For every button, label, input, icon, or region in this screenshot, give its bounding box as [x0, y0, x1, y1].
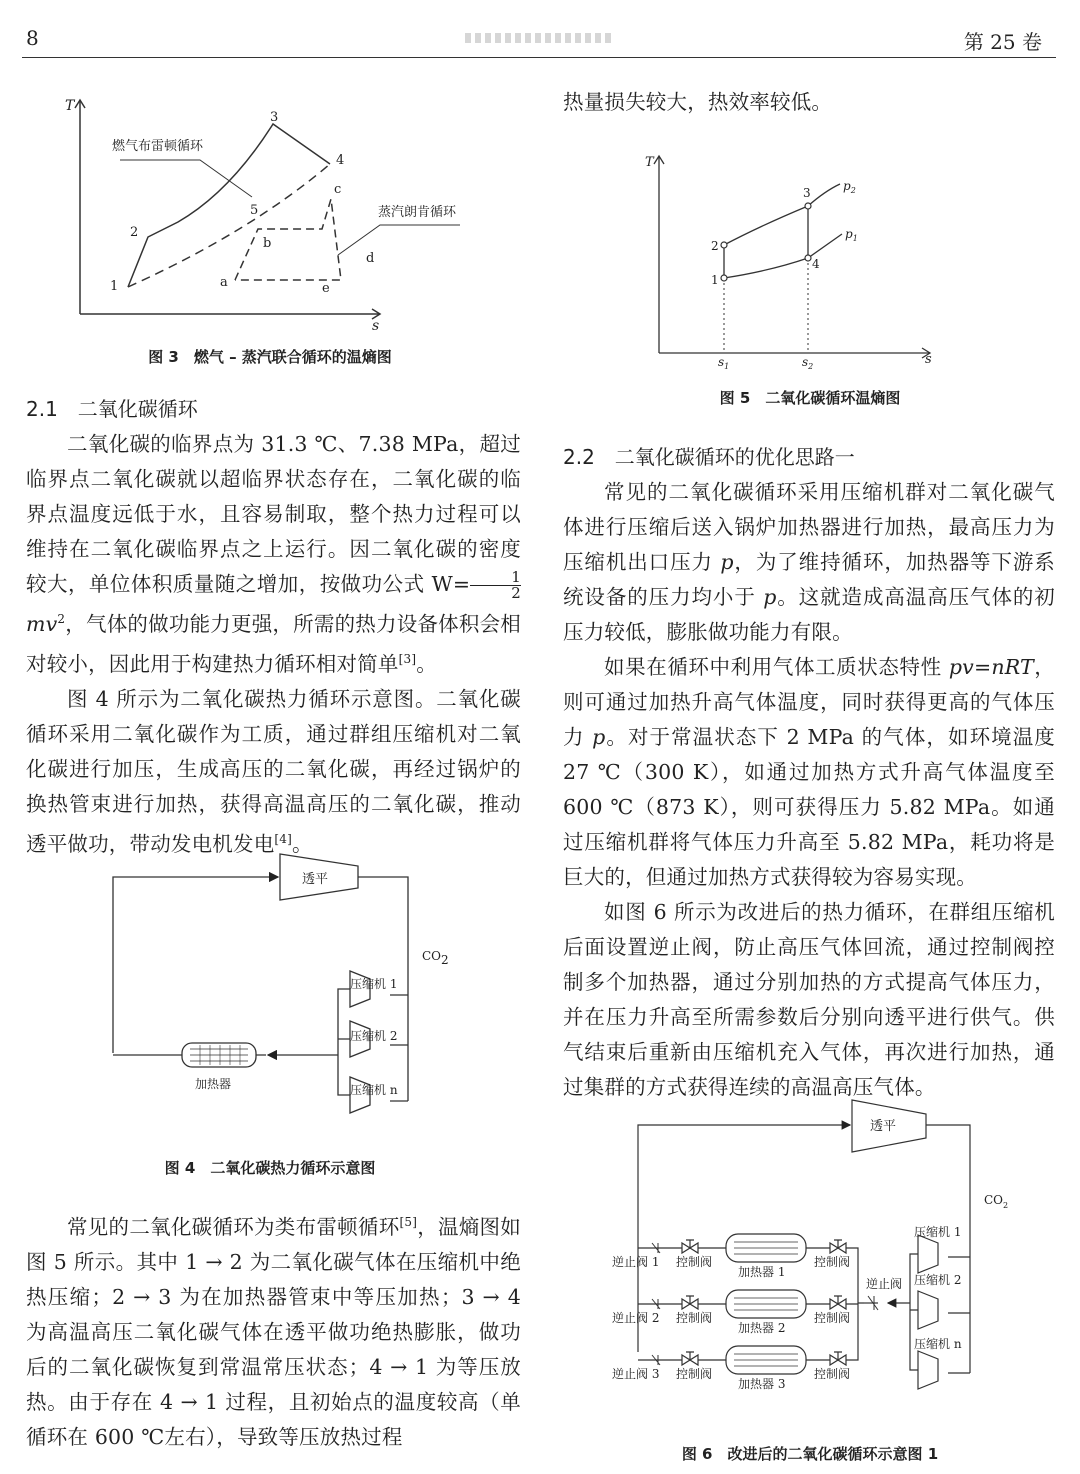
fig5-caption: 图 5 二氧化碳循环温熵图	[719, 389, 901, 407]
fig4-caption: 图 4 二氧化碳热力循环示意图	[164, 1159, 376, 1177]
fig3-dashed-curve	[128, 164, 330, 287]
fig3-t-label: T	[65, 98, 75, 114]
fig5-s-label: s	[925, 352, 932, 367]
fig5-ts-diagram	[640, 148, 940, 373]
fig6-control-valve-label-6: 控制阀	[814, 1367, 851, 1381]
volume-label: 第 25 卷	[963, 30, 1042, 54]
fig5-s1-label: $s_1$	[718, 355, 730, 371]
left-paragraph-2: 图 4 所示为二氧化碳热力循环示意图。二氧化碳循环采用二氧化碳作为工质，通过群组压缩机对二氧化碳进行加压，生成高压的二氧化碳，再经过锅炉的换热管束进行加热，获得高温高压的二氧化碳，推动透平做功，带动发电机发电[4]。	[26, 686, 521, 856]
fig6-heater-1-label: 加热器 1	[738, 1265, 786, 1279]
section-2-1-heading: 2.1 二氧化碳循环	[26, 397, 198, 421]
fig3-pt-3: 3	[270, 110, 279, 125]
fig6-control-valve-out-1	[830, 1240, 846, 1253]
fig5-pt-1: 1	[711, 273, 719, 287]
fig4-compressor-2-label: 压缩机 2	[350, 1029, 398, 1043]
fig4-turbine-label: 透平	[302, 872, 329, 887]
fig3-pt-1: 1	[110, 279, 119, 294]
fig5-p1-label: $p_1$	[845, 227, 858, 243]
fig6-control-valve-in-1	[682, 1240, 698, 1253]
fig6-compressor-1	[918, 1235, 938, 1273]
fig3-steam-label: 蒸汽朗肯循环	[378, 205, 457, 220]
fig6-control-valve-in-3	[682, 1352, 698, 1365]
fig3-pt-c: c	[334, 182, 342, 197]
fig6-control-valve-label-2: 控制阀	[676, 1311, 713, 1325]
fig4-pipe-to-turbine	[113, 877, 278, 1053]
fig4-co2-label: CO2	[422, 949, 449, 967]
fig6-control-valve-out-3	[830, 1352, 846, 1365]
fig3-caption: 图 3 燃气 – 蒸汽联合循环的温熵图	[148, 348, 392, 366]
right-column-main	[563, 441, 1055, 1105]
fig5-pt-4: 4	[812, 257, 820, 271]
fig6-compressor-n	[918, 1351, 938, 1389]
fig6-compressor-2-label: 压缩机 2	[914, 1273, 962, 1287]
left-column-lower	[26, 1205, 521, 1455]
fig3-s-label: s	[372, 318, 380, 334]
fig3-steam-leader	[338, 225, 460, 255]
fig5-p2-label: $p_2$	[843, 179, 856, 195]
fig6-compressor-1-label: 压缩机 1	[914, 1225, 962, 1239]
fig6-control-valve-out-2	[830, 1296, 846, 1309]
fig6-control-valve-label-1: 控制阀	[676, 1255, 713, 1269]
fig6-main-check-valve-label: 逆止阀	[866, 1277, 903, 1291]
right-paragraph-2: 如果在循环中利用气体工质状态特性 pv=nRT，则可通过加热升高气体温度，同时获得更高的气体压力 p。对于常温状态下 2 MPa 的气体，如环境温度 27 ℃（300 K），如通过加热方式升高气体温度至 600 ℃（873 K），则可获得压力 5.82 MPa。如通过压缩机群将气体压力升高至 5.82 MPa，耗功将是巨大的，但通过加热方式获得较为容易实现。	[563, 655, 1055, 889]
right-paragraph-0: 热量损失较大，热效率较低。	[563, 90, 833, 114]
fig3-pt-4: 4	[336, 153, 345, 168]
fig6-compressor-2	[918, 1291, 938, 1329]
fig3-pt-e: e	[322, 281, 330, 296]
fig6-turbine-label: 透平	[870, 1119, 897, 1134]
left-column	[26, 393, 521, 861]
fig6-control-valve-label-3: 控制阀	[676, 1367, 713, 1381]
fig4-cycle-diagram	[110, 848, 460, 1128]
fig4-compressor-n-label: 压缩机 n	[350, 1083, 398, 1097]
fig5-t-label: T	[645, 155, 654, 170]
right-paragraph-1: 常见的二氧化碳循环采用压缩机群对二氧化碳气体进行压缩后送入锅炉加热器进行加热，最高压力为压缩机出口压力 p，为了维持循环，加热器等下游系统设备的压力均小于 p。这就造成高温高压气体的初压力较低，膨胀做功能力有限。	[563, 480, 1055, 644]
fig4-compressor-1-label: 压缩机 1	[350, 977, 398, 991]
fig3-pt-2: 2	[130, 225, 139, 240]
fig6-check-valve-3-label: 逆止阀 3	[612, 1367, 660, 1381]
fig3-ts-diagram	[60, 92, 480, 332]
right-paragraph-3: 如图 6 所示为改进后的热力循环，在群组压缩机后面设置逆止阀，防止高压气体回流，通过控制阀控制多个加热器，通过分别加热的方式提高气体压力，并在压力升高至所需参数后分别向透平进行供气。供气结束后重新由压缩机充入气体，再次进行加热，通过集群的方式获得连续的高温高压气体。	[563, 900, 1055, 1099]
fig6-caption: 图 6 改进后的二氧化碳循环示意图 1	[681, 1445, 939, 1463]
fig6-heater-2-label: 加热器 2	[738, 1321, 786, 1335]
fig6-heater-3-label: 加热器 3	[738, 1377, 786, 1391]
fig6-improved-cycle-diagram	[608, 1094, 1018, 1409]
fig3-pt-a: a	[220, 275, 228, 290]
fig6-check-valve-1-label: 逆止阀 1	[612, 1255, 660, 1269]
fig5-p1-isobar	[724, 234, 842, 278]
fig3-pt-d: d	[366, 251, 375, 266]
left-paragraph-3: 常见的二氧化碳循环为类布雷顿循环[5]，温熵图如图 5 所示。其中 1 → 2 为二氧化碳气体在压缩机中绝热压缩；2 → 3 为在加热器管束中等压加热；3 → 4 为高温高压二氧化碳气体在透平做功绝热膨胀，做功后的二氧化碳恢复到常温常压状态；4 → 1 为等压放热。由于存在 4 → 1 过程，且初始点的温度较高（单循环在 600 ℃左右），导致等压放热过程	[26, 1214, 522, 1449]
page-number: 8	[26, 26, 39, 50]
right-column-top	[563, 85, 1055, 120]
fig3-pt-b: b	[263, 236, 272, 251]
fig5-pt-2: 2	[711, 239, 719, 253]
fig4-heater-label: 加热器	[195, 1077, 232, 1091]
fig3-gas-label: 燃气布雷顿循环	[112, 139, 204, 154]
fig6-control-valve-label-4: 控制阀	[814, 1255, 851, 1269]
fig5-p2-isobar	[724, 184, 840, 278]
fig3-pt-5: 5	[250, 203, 259, 218]
section-2-2-heading: 2.2 二氧化碳循环的优化思路一	[563, 445, 855, 469]
fig6-control-valve-label-5: 控制阀	[814, 1311, 851, 1325]
left-paragraph-1: 二氧化碳的临界点为 31.3 ℃、7.38 MPa，超过临界点二氧化碳就以超临界状态存在，二氧化碳的临界点温度远低于水，且容易制取，整个热力过程可以维持在二氧化碳临界点之上运行。因二氧化碳的密度较大，单位体积质量随之增加，按做功公式 W= $\frac{1}{2}$ $mv^2$，气体的做功能力更强，所需的热力设备体积会相对较小，因此用于构建热力循环相对简单[3]。	[26, 432, 521, 676]
fig6-compressor-n-label: 压缩机 n	[914, 1337, 962, 1351]
fig6-control-valve-in-2	[682, 1296, 698, 1309]
fig6-co2-label: $CO_2$	[984, 1193, 1009, 1210]
fig6-check-valve-2-label: 逆止阀 2	[612, 1311, 660, 1325]
journal-name-blurred	[465, 33, 615, 43]
fig5-pt-3: 3	[803, 186, 811, 200]
header-rule	[22, 57, 1056, 58]
fig5-s2-label: $s_2$	[802, 355, 814, 371]
fraction-half: $\frac{1}{2}$	[470, 570, 521, 601]
